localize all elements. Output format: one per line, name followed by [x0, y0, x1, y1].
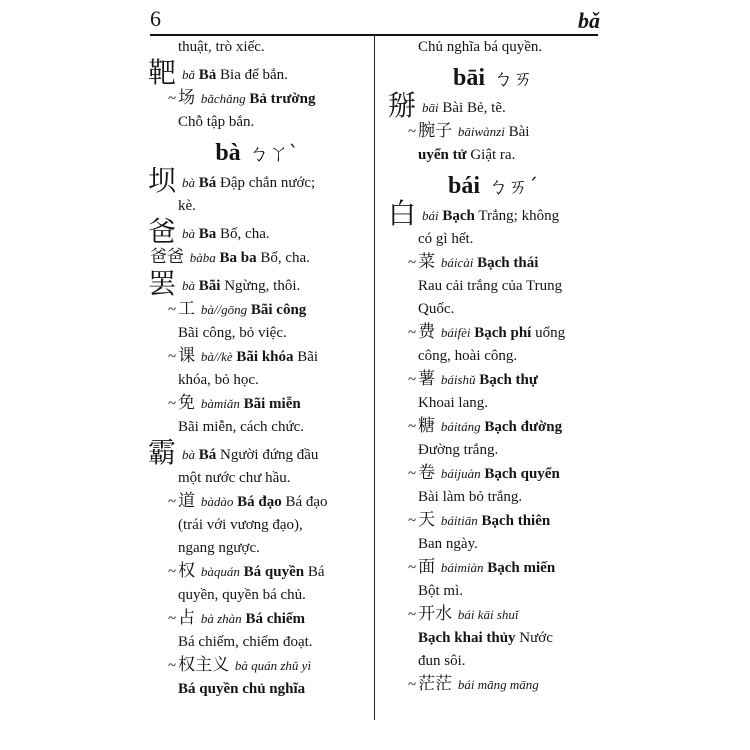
definition: Bãi công, bỏ việc. [178, 325, 287, 341]
definition: (trái với vương đạo), [178, 517, 303, 533]
sub-entry [148, 345, 366, 369]
sub-entry [388, 120, 598, 144]
definition: quyền, quyền bá chủ. [178, 587, 306, 603]
pinyin: bái kāi shuǐ [457, 607, 519, 622]
definition: kè. [178, 198, 196, 214]
definition: công, hoài công. [418, 348, 518, 364]
definition: Bố, cha. [260, 250, 310, 266]
pinyin: bái māng māng [457, 677, 539, 692]
sub-entry [148, 87, 366, 111]
sino-viet-reading: Bá [198, 447, 217, 463]
sino-viet-reading: Bài [442, 100, 464, 116]
compound-char: 场 [178, 88, 196, 108]
sino-viet-reading: Bá chiếm [245, 611, 306, 627]
pinyin: báitáng [440, 419, 481, 434]
sub-entry [388, 462, 598, 486]
sub-entry-continuation [388, 627, 598, 650]
definition: Bột mì. [418, 583, 464, 599]
column-divider [374, 36, 375, 720]
sino-viet-reading: Bạch quyển [484, 466, 560, 482]
definition: đun sôi. [418, 653, 466, 669]
pinyin: báicài [440, 255, 474, 270]
tilde-mark: ~ [408, 607, 417, 623]
definition: Chỗ tập bắn. [178, 114, 255, 130]
sino-viet-reading: uyển tử [418, 147, 467, 163]
sub-entry [148, 654, 366, 678]
sub-entry-continuation [388, 144, 598, 167]
zhuyin-text: ㄅㄚˋ [248, 141, 299, 165]
definition: Bá chiếm, chiếm đoạt. [178, 634, 313, 650]
syllable-text: bái [447, 173, 480, 199]
pinyin: bà//gōng [200, 302, 248, 317]
definition: một nước chư hầu. [178, 470, 291, 486]
zhuyin-text: ㄅㄞ [493, 66, 533, 90]
pinyin: bà//kè [200, 349, 233, 364]
compound-char: 免 [178, 393, 196, 413]
pinyin: báifèi [440, 325, 471, 340]
dictionary-entry [148, 56, 366, 89]
dictionary-entry [148, 246, 366, 270]
tilde-mark: ~ [168, 349, 177, 365]
sub-entry [148, 607, 366, 631]
sub-entry [388, 251, 598, 275]
dictionary-entry [148, 215, 366, 248]
sino-viet-reading: Bạch thái [477, 255, 539, 271]
tilde-mark: ~ [168, 564, 177, 580]
sub-entry [388, 509, 598, 533]
sino-viet-reading: Bá quyền [243, 564, 305, 580]
compound-char: 糖 [418, 416, 436, 436]
compound-char: 课 [178, 346, 196, 366]
compound-char: 腕子 [418, 121, 453, 141]
continuation-text: thuật, trò xiếc. [178, 39, 265, 55]
tilde-mark: ~ [168, 302, 177, 318]
pinyin: bà [182, 175, 196, 190]
pinyin: bái [422, 208, 439, 223]
sino-viet-reading: Bá quyền chủ nghĩa [178, 681, 306, 697]
sino-viet-reading: Bãi khóa [236, 349, 294, 365]
compound-char: 开水 [418, 604, 453, 624]
tilde-mark: ~ [168, 396, 177, 412]
pinyin: bà [182, 226, 196, 241]
dictionary-entry [388, 197, 598, 230]
pinyin: bāiwànzi [457, 124, 505, 139]
definition: Bẻ, tẽ. [466, 100, 506, 116]
headword-char: 白 [388, 197, 417, 230]
sino-viet-reading: Bạch phí [474, 325, 532, 341]
sino-viet-reading: Bạch khai thủy [418, 630, 516, 646]
compound-char: 面 [418, 557, 436, 577]
pinyin: bǎchǎng [200, 91, 246, 106]
tilde-mark: ~ [408, 560, 417, 576]
syllable-heading [388, 175, 598, 198]
sub-entry [388, 556, 598, 580]
compound-char: 天 [418, 510, 436, 530]
sino-viet-reading: Bá [198, 175, 217, 191]
definition: Bãi miễn, cách chức. [178, 419, 304, 435]
definition: uổng [535, 325, 566, 341]
definition: Giật ra. [470, 147, 516, 163]
sino-viet-reading: Bả [198, 67, 217, 83]
sino-viet-reading: Bả trường [249, 91, 316, 107]
headword-char: 罢 [148, 267, 177, 300]
headword-char: 坝 [148, 164, 177, 197]
syllable-text: bāi [452, 65, 485, 91]
guide-word: bǎ [578, 8, 600, 33]
sub-entry [388, 673, 598, 697]
compound-char: 爸爸 [150, 247, 184, 267]
sub-entry [148, 392, 366, 416]
definition: Bia để bắn. [220, 67, 288, 83]
tilde-mark: ~ [168, 611, 177, 627]
compound-char: 道 [178, 491, 196, 511]
definition: Trắng; không [478, 208, 560, 224]
definition: có gì hết. [418, 231, 474, 247]
sub-entry [148, 560, 366, 584]
pinyin: báimiàn [440, 560, 484, 575]
sino-viet-reading: Bạch miến [487, 560, 556, 576]
sub-entry [148, 298, 366, 322]
definition: Quốc. [418, 301, 455, 317]
zhuyin-text: ㄅㄞˊ [488, 174, 538, 198]
syllable-text: bà [215, 140, 241, 166]
tilde-mark: ~ [168, 658, 177, 674]
right-column [388, 36, 598, 697]
definition: Ban ngày. [418, 536, 478, 552]
sino-viet-reading: Bãi miễn [243, 396, 301, 412]
sub-entry [388, 321, 598, 345]
pinyin: bàba [189, 250, 216, 265]
pinyin: báijuàn [440, 466, 481, 481]
sino-viet-reading: Ba ba [219, 250, 257, 266]
tilde-mark: ~ [408, 372, 417, 388]
sub-entry [388, 368, 598, 392]
compound-char: 费 [418, 322, 436, 342]
tilde-mark: ~ [408, 419, 417, 435]
compound-char: 菜 [418, 252, 436, 272]
pinyin: báishǔ [440, 372, 476, 387]
compound-char: 权主义 [178, 655, 230, 675]
pinyin: bà zhàn [200, 611, 242, 626]
definition: Đường trắng. [418, 442, 499, 458]
pinyin: bāi [422, 100, 439, 115]
headword-char: 霸 [148, 436, 177, 469]
sino-viet-reading: Bài [508, 124, 530, 140]
tilde-mark: ~ [408, 513, 417, 529]
definition: Bãi [297, 349, 319, 365]
syllable-heading [148, 142, 366, 165]
dictionary-entry [388, 89, 598, 122]
sino-viet-reading: Bạch thiên [481, 513, 551, 529]
pinyin: bà quán zhǔ yì [234, 658, 312, 673]
compound-char: 权 [178, 561, 196, 581]
definition: Bố, cha. [220, 226, 270, 242]
syllable-heading [388, 67, 598, 90]
definition: ngang ngược. [178, 540, 260, 556]
pinyin: bǎ [182, 67, 196, 82]
compound-char: 卷 [418, 463, 436, 483]
tilde-mark: ~ [408, 466, 417, 482]
pinyin: bàdào [200, 494, 234, 509]
pinyin: báitiān [440, 513, 478, 528]
pinyin: bàmiǎn [200, 396, 240, 411]
pinyin: bàquán [200, 564, 240, 579]
definition: Bá [307, 564, 325, 580]
sino-viet-reading: Bạch đường [484, 419, 563, 435]
definition: Bá đạo [285, 494, 328, 510]
dictionary-entry [148, 164, 366, 197]
sub-entry [148, 490, 366, 514]
tilde-mark: ~ [408, 255, 417, 271]
sino-viet-reading: Bãi [198, 278, 221, 294]
pinyin: bà [182, 447, 196, 462]
headword-char: 靶 [148, 56, 177, 89]
compound-char: 薯 [418, 369, 436, 389]
page-number: 6 [150, 6, 161, 31]
continuation-text: Chủ nghĩa bá quyền. [418, 39, 543, 55]
compound-char: 工 [178, 299, 196, 319]
dictionary-entry [148, 267, 366, 300]
compound-char: 茫茫 [418, 674, 453, 694]
sino-viet-reading: Bá đạo [237, 494, 282, 510]
tilde-mark: ~ [168, 494, 177, 510]
definition: Khoai lang. [418, 395, 488, 411]
sino-viet-reading: Bãi công [250, 302, 307, 318]
definition: Đập chắn nước; [220, 175, 316, 191]
definition: Nước [519, 630, 553, 646]
dictionary-entry [148, 436, 366, 469]
pinyin: bà [182, 278, 196, 293]
left-column [148, 36, 366, 701]
tilde-mark: ~ [408, 124, 417, 140]
compound-char: 占 [178, 608, 196, 628]
tilde-mark: ~ [408, 677, 417, 693]
definition: Ngừng, thôi. [224, 278, 301, 294]
tilde-mark: ~ [168, 91, 177, 107]
sino-viet-reading: Bạch thự [479, 372, 538, 388]
sub-entry [388, 415, 598, 439]
definition: Người đứng đầu [220, 447, 319, 463]
tilde-mark: ~ [408, 325, 417, 341]
headword-char: 爸 [148, 215, 177, 248]
definition: Bài làm bỏ trắng. [418, 489, 523, 505]
headword-char: 掰 [388, 89, 417, 122]
definition: Rau cải trắng của Trung [418, 278, 563, 294]
definition: khóa, bỏ học. [178, 372, 259, 388]
sino-viet-reading: Bạch [442, 208, 475, 224]
sino-viet-reading: Ba [198, 226, 217, 242]
sub-entry [388, 603, 598, 627]
